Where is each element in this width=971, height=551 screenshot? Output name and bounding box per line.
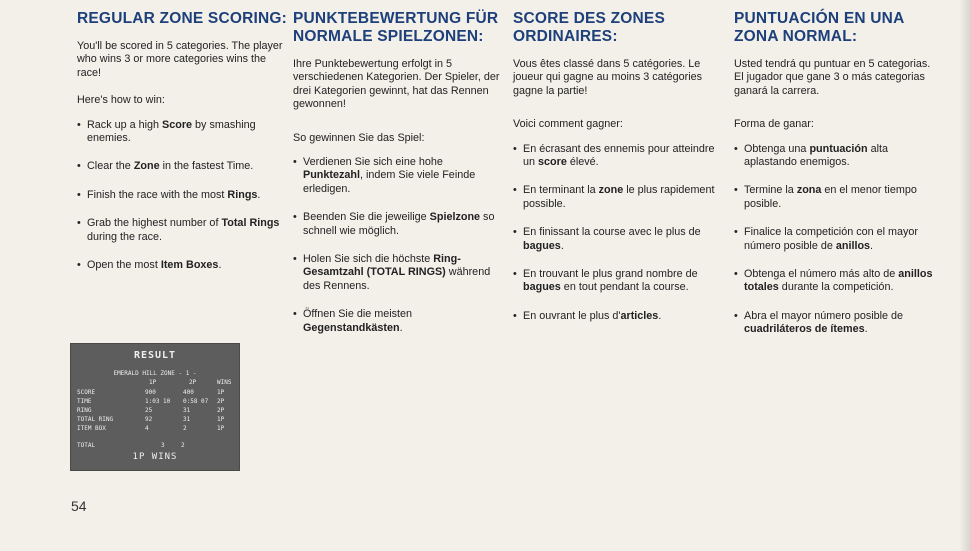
tip-text: Clear the: [87, 160, 134, 173]
tip-item: [513, 184, 723, 211]
tip-text: Grab the highest number of: [87, 217, 222, 230]
tip-text: Öffnen Sie die meisten: [303, 308, 413, 321]
result-screenshot: [70, 343, 240, 471]
tip-text: so schnell wie möglich.: [303, 211, 495, 237]
result-cell-label: TOTAL RING: [77, 416, 114, 423]
tip-keyword: Rings: [227, 188, 258, 201]
tip-item: [77, 119, 287, 146]
tip-keyword: Score: [162, 118, 193, 131]
tip-keyword: anillos: [835, 239, 871, 252]
column-title: REGULAR ZONE SCORING:: [77, 10, 288, 27]
tip-keyword: articles: [620, 309, 659, 322]
tip-keyword: zone: [598, 184, 624, 197]
result-header-2p: 2P: [189, 379, 197, 386]
tip-keyword: Ring-Gesamtzahl (TOTAL RINGS): [303, 253, 461, 279]
tip-text: en tout pendant la course.: [560, 281, 689, 294]
tip-text: .: [864, 323, 868, 336]
tip-keyword: anillos totales: [744, 268, 933, 294]
tip-item: [734, 143, 934, 170]
tip-keyword: bagues: [523, 281, 561, 294]
result-total-2p: 2: [181, 442, 185, 449]
result-cell-p2: 31: [183, 407, 191, 414]
result-header-wins: WINS: [217, 379, 232, 386]
result-cell-p2: 400: [183, 389, 194, 396]
how-to-win-label: Forma de ganar:: [734, 118, 814, 131]
result-cell-label: SCORE: [77, 389, 96, 396]
result-cell-p2: 2: [183, 425, 187, 432]
column-title: SCORE DES ZONES ORDINAIRES:: [513, 10, 665, 45]
result-cell-p1: 900: [145, 389, 156, 396]
tip-text: Finish the race with the most: [87, 188, 228, 201]
result-winner: 1P WINS: [132, 452, 178, 462]
tip-text: En finissant la course avec le plus de: [523, 226, 701, 239]
result-cell-p1: 4: [145, 425, 149, 432]
result-cell-label: ITEM BOX: [77, 425, 106, 432]
how-to-win-label: So gewinnen Sie das Spiel:: [293, 131, 425, 144]
tip-keyword: cuadriláteros de ítemes: [744, 323, 865, 336]
result-cell-win: 2P: [217, 407, 225, 414]
intro-paragraph: Usted tendrá qu puntuar en 5 categorias. El jugador que gane 3 o más categorias ganará la carrera.: [734, 58, 931, 97]
result-cell-p2: 31: [183, 416, 191, 423]
intro-paragraph: Vous êtes classé dans 5 catégories. Le joueur qui gagne au moins 3 catégories gagne la partie!: [513, 58, 703, 97]
how-to-win-label: Voici comment gagner:: [513, 118, 623, 131]
tip-item: [734, 268, 934, 295]
tip-text: Rack up a high: [87, 118, 163, 131]
tip-text: durante la competición.: [778, 281, 894, 294]
tip-keyword: Zone: [133, 160, 160, 173]
page-edge: [959, 0, 971, 551]
result-total-label: TOTAL: [77, 442, 96, 449]
column-4: [734, 10, 934, 352]
tip-item: [513, 310, 723, 323]
tip-text: by smashing enemies.: [87, 118, 256, 145]
column-1: [77, 10, 287, 287]
column-title: PUNTUACIÓN EN UNA ZONA NORMAL:: [734, 10, 904, 45]
tip-keyword: Gegenstandkästen: [303, 321, 400, 334]
tip-text: le plus rapidement possible.: [523, 184, 715, 210]
tip-item: [293, 308, 505, 335]
result-title: RESULT: [133, 350, 177, 361]
tip-item: [734, 184, 934, 211]
tip-text: .: [257, 188, 261, 201]
tips-list: [293, 156, 505, 335]
tip-text: während des Rennens.: [303, 266, 491, 292]
tip-text: En écrasant des ennemis pour atteindre un: [523, 142, 715, 169]
result-cell-p2: 0:58 07: [183, 398, 209, 405]
tip-item: [734, 226, 934, 253]
tip-text: Obtenga el número más alto de: [744, 268, 899, 281]
tip-text: .: [658, 309, 662, 322]
tip-item: [513, 268, 723, 295]
tip-keyword: zona: [796, 184, 822, 197]
tip-text: in the fastest Time.: [159, 160, 254, 173]
intro-paragraph: You'll be scored in 5 categories. The player who wins 3 or more categories wins the race!: [77, 40, 283, 79]
tip-text: élevé.: [566, 156, 599, 169]
tip-text: Finalice la competición con el mayor número posible de: [744, 226, 919, 252]
tip-text: .: [399, 321, 403, 334]
result-cell-win: 1P: [217, 425, 225, 432]
tip-keyword: puntuación: [809, 142, 868, 155]
tip-text: en el menor tiempo posible.: [744, 184, 917, 210]
intro-paragraph: Ihre Punktebewertung erfolgt in 5 verschiedenen Kategorien. Der Spieler, der drei Kategorien gewinnt, hat das Rennen gewonnen!: [293, 58, 500, 111]
result-cell-win: 2P: [217, 398, 225, 405]
result-cell-win: 1P: [217, 416, 225, 423]
result-header-1p: 1P: [149, 379, 157, 386]
tip-keyword: bagues: [523, 239, 561, 252]
tip-text: Verdienen Sie sich eine hohe: [303, 156, 443, 169]
tip-keyword: Total Rings: [221, 217, 280, 230]
result-cell-win: 1P: [217, 389, 225, 396]
tip-text: Open the most: [87, 259, 161, 272]
result-zone-name: EMERALD HILL ZONE - 1 -: [113, 370, 197, 377]
tip-item: [513, 143, 723, 170]
tip-item: [513, 226, 723, 253]
tip-text: .: [560, 239, 564, 252]
tip-item: [77, 189, 287, 202]
tip-keyword: Item Boxes: [160, 259, 219, 272]
tip-text: En terminant la: [523, 184, 599, 197]
tip-text: Obtenga una: [744, 142, 810, 155]
result-cell-label: RING: [77, 407, 92, 414]
tip-item: [293, 156, 505, 196]
result-cell-p1: 92: [145, 416, 153, 423]
tip-item: [77, 217, 287, 244]
tip-text: En trouvant le plus grand nombre de: [523, 268, 698, 281]
tips-list: [77, 119, 287, 273]
tip-text: Beenden Sie die jeweilige: [303, 211, 430, 224]
result-cell-p1: 1:03 10: [145, 398, 171, 405]
tip-text: .: [218, 259, 222, 272]
tip-keyword: Punktezahl: [303, 169, 360, 182]
tip-item: [734, 310, 934, 337]
tip-text: , indem Sie viele Feinde erledigen.: [303, 169, 476, 195]
how-to-win-label: Here's how to win:: [77, 94, 165, 107]
tip-keyword: Spielzone: [429, 211, 481, 224]
tips-list: [513, 143, 723, 324]
tip-text: Termine la: [744, 184, 797, 197]
tip-text: during the race.: [87, 230, 163, 243]
column-title: PUNKTEBEWERTUNG FÜR NORMALE SPIELZONEN:: [293, 10, 499, 45]
tip-item: [293, 253, 505, 293]
tip-text: En ouvrant le plus d': [523, 309, 621, 322]
result-total-1p: 3: [161, 442, 165, 449]
column-2: [293, 10, 505, 350]
column-3: [513, 10, 723, 338]
result-cell-label: TIME: [77, 398, 92, 405]
tip-item: [77, 259, 287, 272]
tip-text: .: [870, 239, 874, 252]
tip-item: [293, 211, 505, 238]
tips-list: [734, 143, 934, 337]
result-cell-p1: 25: [145, 407, 153, 414]
tip-keyword: score: [538, 156, 567, 169]
page-number: 54: [71, 498, 87, 514]
tip-text: Holen Sie sich die höchste: [303, 253, 434, 266]
tip-item: [77, 160, 287, 173]
tip-text: Abra el mayor número posible de: [744, 309, 904, 322]
tip-text: alta aplastando enemigos.: [744, 142, 889, 169]
